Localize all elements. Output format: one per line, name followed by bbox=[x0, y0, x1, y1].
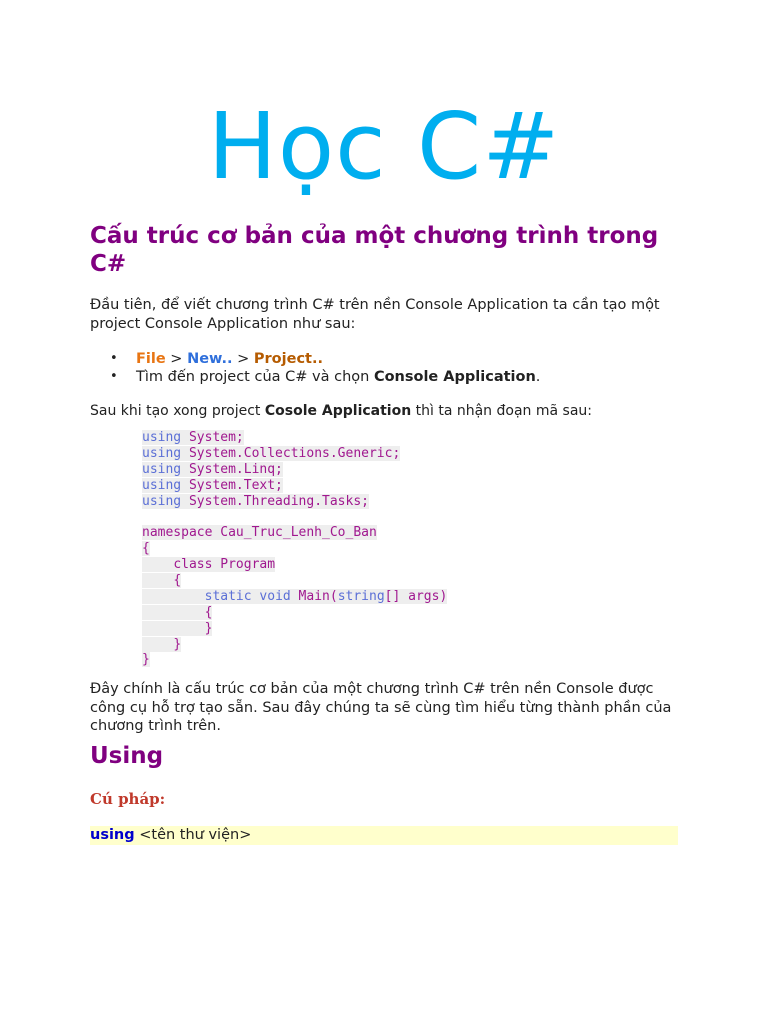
code-line: static void Main(string[] args) bbox=[142, 589, 447, 605]
syntax-rest: <tên thư viện> bbox=[134, 827, 252, 843]
menu-file-text: File bbox=[136, 351, 166, 367]
after-pre-text: Sau khi tạo xong project bbox=[90, 403, 265, 419]
code-line: using System.Text; bbox=[142, 477, 283, 493]
code-line: using System.Linq; bbox=[142, 461, 283, 477]
syntax-box bbox=[90, 826, 678, 845]
step-end-text: . bbox=[535, 369, 541, 385]
code-line: } bbox=[142, 621, 447, 637]
menu-new-text: New.. bbox=[187, 351, 233, 367]
page-title: Học C# bbox=[207, 93, 561, 200]
code-block bbox=[142, 430, 447, 668]
separator-text: > bbox=[165, 351, 188, 367]
list-item bbox=[110, 368, 540, 386]
code-line: using System.Threading.Tasks; bbox=[142, 493, 369, 509]
code-line: using System; bbox=[142, 430, 244, 445]
intro-paragraph: Đầu tiên, để viết chương trình C# trên nền Console Application ta cần tạo một project Console Application như sau: bbox=[90, 297, 660, 332]
code-line: using System.Collections.Generic; bbox=[142, 445, 401, 461]
code-line bbox=[142, 509, 447, 525]
code-line: { bbox=[142, 541, 150, 557]
menu-project-text: Project.. bbox=[253, 351, 323, 367]
outro-paragraph: Đây chính là cấu trúc cơ bản của một chương trình C# trên nền Console được công cụ hỗ trợ tạo sẵn. Sau đây chúng ta sẽ cùng tìm hiểu từng thành phần của chương trình trên. bbox=[90, 681, 672, 734]
code-line: } bbox=[142, 652, 150, 668]
step-text: Tìm đến project của C# và chọn bbox=[136, 369, 374, 385]
after-post-text: thì ta nhận đoạn mã sau: bbox=[411, 403, 592, 419]
using-heading: Using bbox=[90, 743, 164, 769]
code-line: namespace Cau_Truc_Lenh_Co_Ban bbox=[142, 525, 377, 541]
separator-text: > bbox=[232, 351, 254, 367]
list-item bbox=[110, 350, 540, 368]
code-line: } bbox=[142, 637, 447, 653]
code-line: { bbox=[142, 573, 447, 589]
after-paragraph bbox=[90, 402, 690, 421]
code-line: { bbox=[142, 605, 447, 621]
section-heading: Cấu trúc cơ bản của một chương trình trong C# bbox=[90, 223, 659, 277]
after-bold-text: Cosole Application bbox=[264, 403, 412, 419]
step-bold-text: Console Application bbox=[373, 369, 536, 385]
steps-list bbox=[110, 350, 540, 386]
code-line: class Program bbox=[142, 557, 447, 573]
syntax-keyword: using bbox=[90, 827, 135, 843]
syntax-label: Cú pháp: bbox=[90, 790, 166, 808]
